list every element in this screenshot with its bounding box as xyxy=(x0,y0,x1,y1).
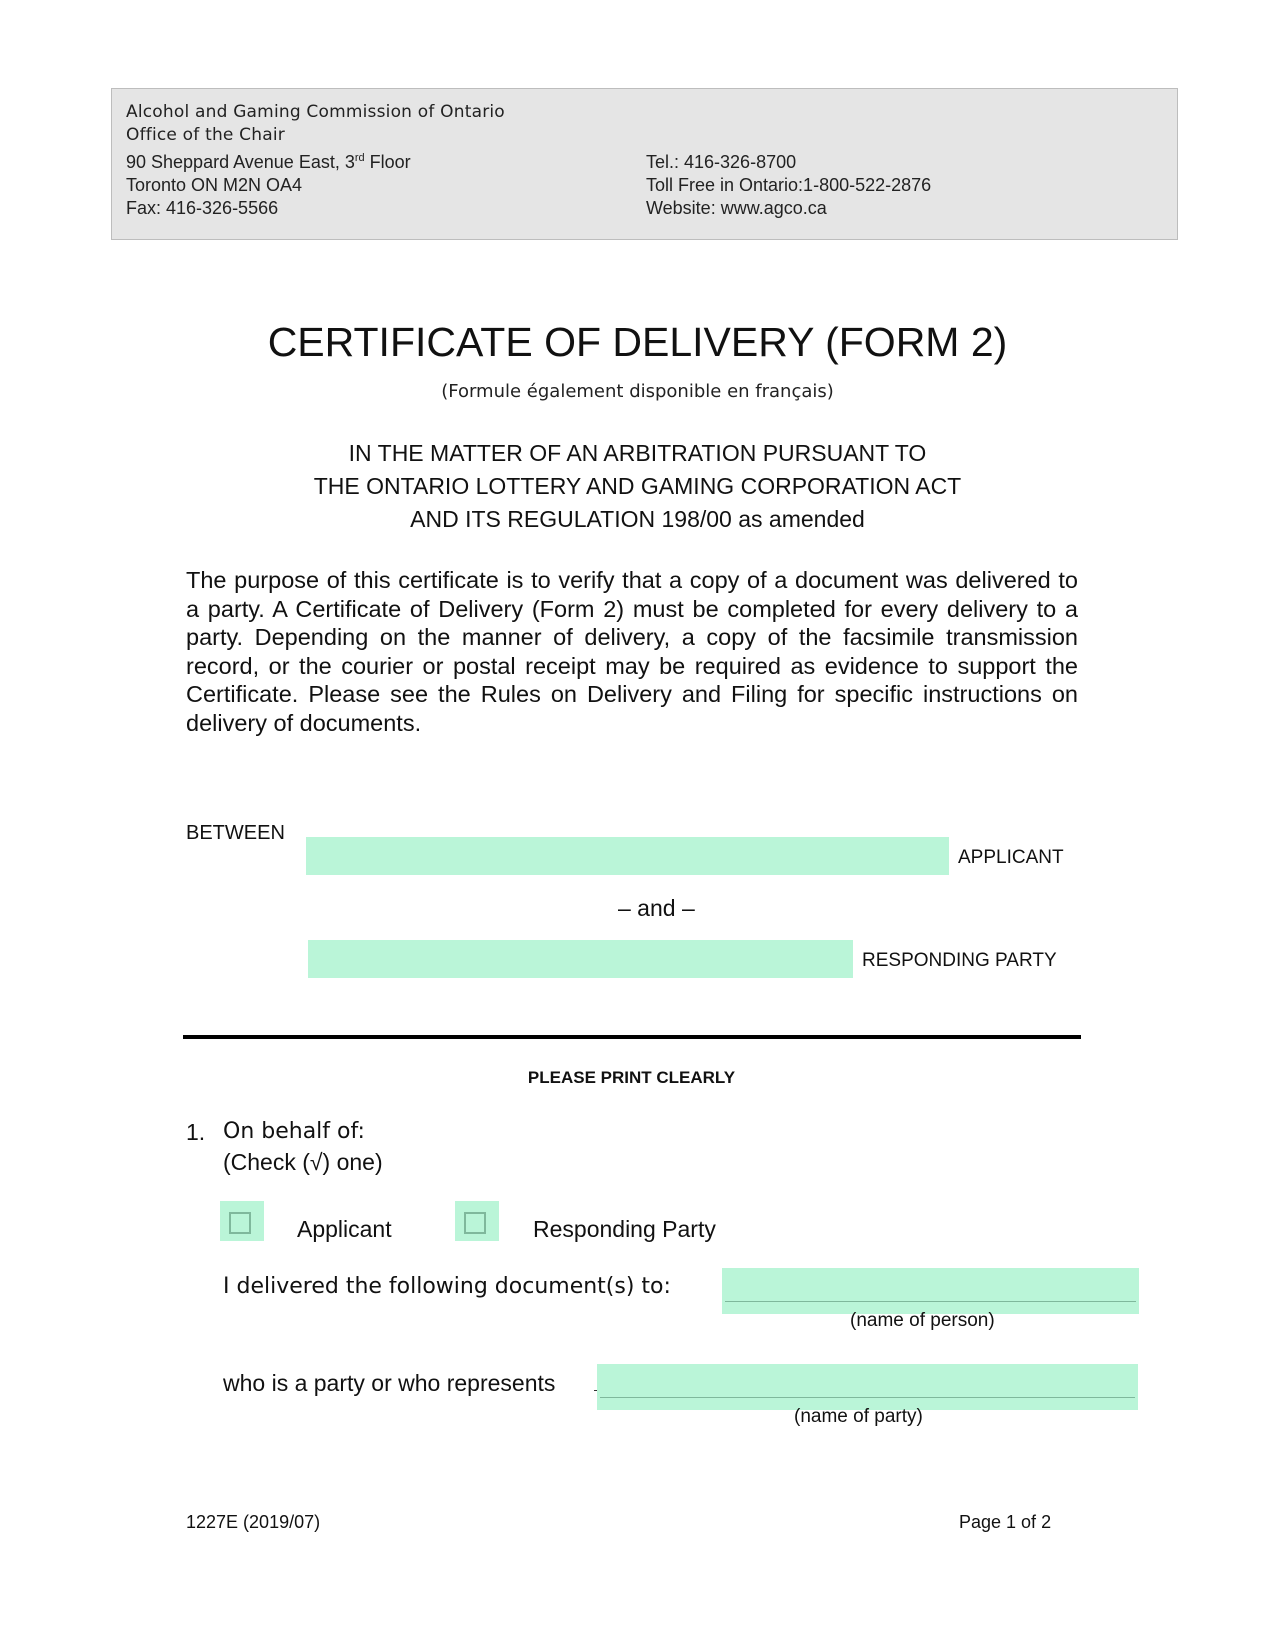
form-title: CERTIFICATE OF DELIVERY (FORM 2) xyxy=(267,319,1008,365)
responding-party-label: RESPONDING PARTY xyxy=(862,950,1057,971)
address-city: Toronto ON M2N OA4 xyxy=(126,175,303,195)
matter-line-2: THE ONTARIO LOTTERY AND GAMING CORPORATION ACT xyxy=(313,473,962,499)
name-of-party-field[interactable] xyxy=(597,1364,1138,1410)
responding-party-checkbox[interactable] xyxy=(455,1201,499,1241)
responding-party-name-field[interactable] xyxy=(308,940,853,978)
website: Website: www.agco.ca xyxy=(646,198,827,218)
checkbox-square-icon xyxy=(229,1212,251,1234)
telephone-number: Tel.: 416-326-8700 xyxy=(646,152,797,172)
print-clearly-notice: PLEASE PRINT CLEARLY xyxy=(527,1068,736,1087)
fax-number: Fax: 416-326-5566 xyxy=(126,198,279,218)
applicant-name-field[interactable] xyxy=(306,837,949,875)
toll-free-number: Toll Free in Ontario:1-800-522-2876 xyxy=(646,175,932,195)
section-heading: On behalf of: xyxy=(223,1119,365,1144)
responding-party-option-label: Responding Party xyxy=(533,1216,716,1242)
field-underline xyxy=(600,1397,1135,1398)
name-of-person-hint: (name of person) xyxy=(850,1310,995,1331)
section-divider xyxy=(183,1035,1081,1039)
and-separator: – and – xyxy=(618,895,695,921)
french-availability-note: (Formule également disponible en français) xyxy=(441,381,834,402)
address-line: 90 Sheppard Avenue East, 3rd Floor xyxy=(126,152,411,172)
purpose-paragraph: The purpose of this certificate is to verify that a copy of a document was delivered to a party. A Certificate of Delivery (Form 2) must be completed for every delivery to a party. Depending on the manner of delivery, a copy of the facsimile transmission record, or the courier or postal receipt may be required as evidence to support the Certificate. Please see the Rules on Delivery and Filing for specific instructions on delivery of documents. xyxy=(186,567,1078,736)
checkbox-square-icon xyxy=(464,1212,486,1234)
name-of-person-field[interactable] xyxy=(722,1268,1139,1314)
applicant-label: APPLICANT xyxy=(958,847,1064,868)
name-of-party-hint: (name of party) xyxy=(794,1406,923,1427)
section-number: 1. xyxy=(186,1119,206,1145)
office-name: Office of the Chair xyxy=(126,125,285,145)
page-number: Page 1 of 2 xyxy=(959,1512,1052,1532)
applicant-option-label: Applicant xyxy=(297,1216,392,1242)
check-one-hint: (Check (√) one) xyxy=(223,1149,383,1175)
form-code: 1227E (2019/07) xyxy=(186,1512,321,1532)
agency-name: Alcohol and Gaming Commission of Ontario xyxy=(126,102,505,122)
between-label: BETWEEN xyxy=(186,822,285,844)
matter-line-1: IN THE MATTER OF AN ARBITRATION PURSUANT TO xyxy=(348,440,927,466)
applicant-checkbox[interactable] xyxy=(220,1201,264,1241)
delivered-to-label: I delivered the following document(s) to: xyxy=(223,1274,671,1299)
matter-line-3: AND ITS REGULATION 198/00 as amended xyxy=(410,506,865,532)
represents-label: who is a party or who represents xyxy=(223,1370,556,1396)
field-underline xyxy=(725,1301,1136,1302)
